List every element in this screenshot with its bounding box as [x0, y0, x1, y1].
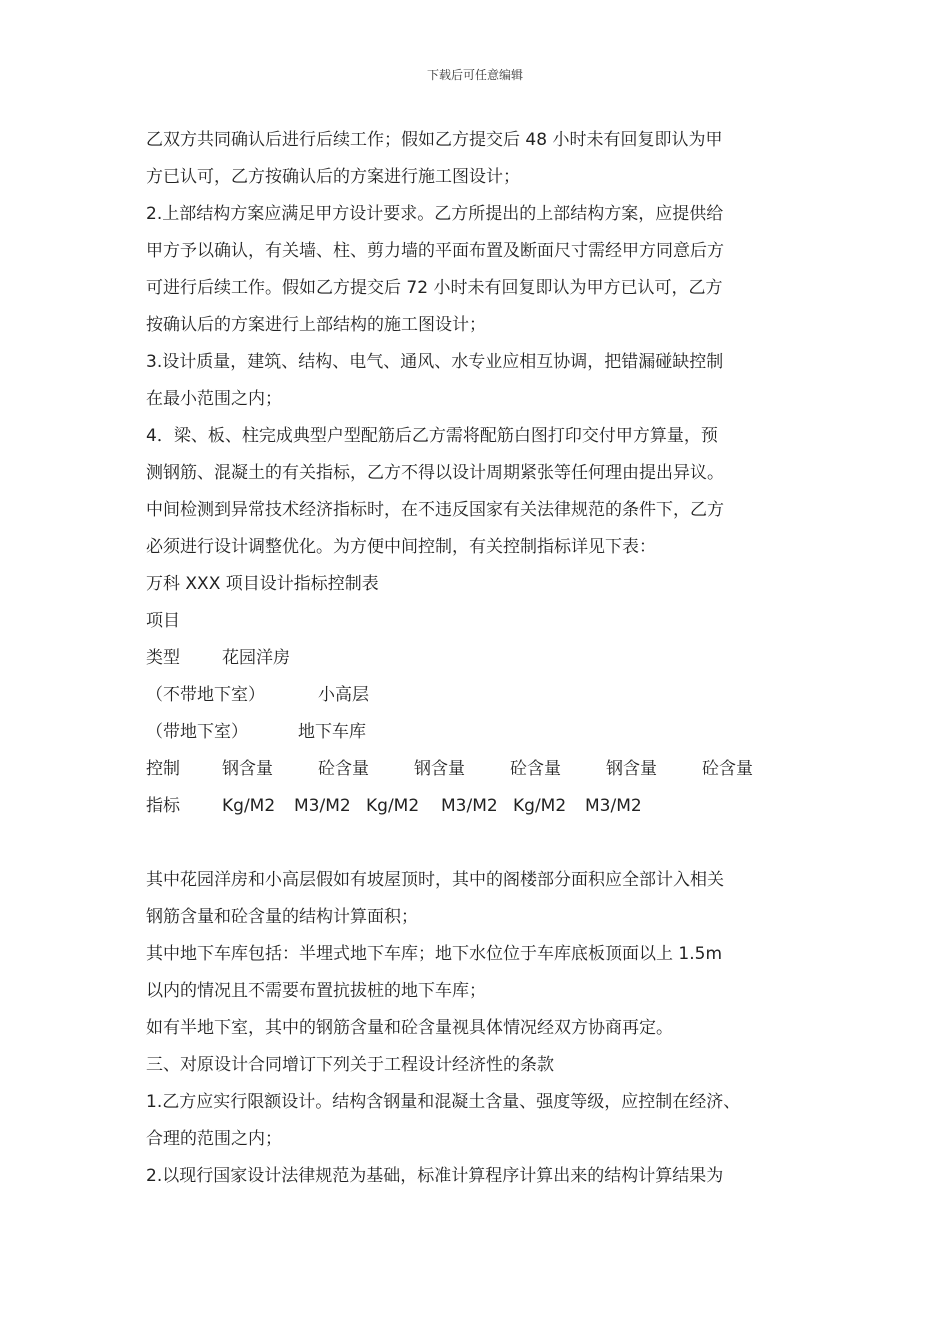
control-label: 控制 [146, 759, 180, 779]
paragraph-line: 方已认可，乙方按确认后的方案进行施工图设计； [146, 167, 520, 187]
index-cell: M3/M2 [294, 796, 351, 816]
paragraph-line: 以内的情况且不需要布置抗拔桩的地下车库； [146, 981, 486, 1001]
paragraph-line: 2.以现行国家设计法律规范为基础，标准计算程序计算出来的结构计算结果为 [146, 1166, 724, 1186]
control-cell: 钢含量 [414, 759, 465, 779]
type-c: 地下车库 [298, 722, 366, 742]
index-cell: Kg/M2 [366, 796, 420, 816]
index-cell: M3/M2 [441, 796, 498, 816]
spacer [146, 825, 826, 862]
type-label: 类型 [146, 648, 180, 668]
index-label: 指标 [146, 796, 180, 816]
control-cell: 砼含量 [702, 759, 753, 779]
document-body [146, 122, 826, 1195]
index-cell: Kg/M2 [222, 796, 276, 816]
paragraph-line: 其中地下车库包括：半埋式地下车库；地下水位位于车库底板顶面以上 1.5m [146, 944, 722, 964]
control-cell: 钢含量 [606, 759, 657, 779]
page-header: 下载后可任意编辑 [426, 68, 523, 82]
section-heading: 三、对原设计合同增订下列关于工程设计经济性的条款 [146, 1055, 554, 1075]
paragraph-line: 按确认后的方案进行上部结构的施工图设计； [146, 315, 486, 335]
type-b-note: （带地下室） [146, 722, 248, 742]
type-a: 花园洋房 [222, 648, 290, 668]
paragraph-line: 必须进行设计调整优化。为方便中间控制，有关控制指标详见下表： [146, 537, 656, 557]
paragraph-line: 1.乙方应实行限额设计。结构含钢量和混凝土含量、强度等级，应控制在经济、 [146, 1092, 741, 1112]
table-row-type-b [146, 677, 826, 714]
paragraph-line: 乙双方共同确认后进行后续工作；假如乙方提交后 48 小时未有回复即认为甲 [146, 130, 723, 150]
control-cell: 砼含量 [510, 759, 561, 779]
paragraph-line: 中间检测到异常技术经济指标时，在不违反国家有关法律规范的条件下，乙方 [146, 500, 724, 520]
paragraph-line: 2.上部结构方案应满足甲方设计要求。乙方所提出的上部结构方案，应提供给 [146, 204, 724, 224]
paragraph-line: 如有半地下室，其中的钢筋含量和砼含量视具体情况经双方协商再定。 [146, 1018, 673, 1038]
paragraph-line: 4．梁、板、柱完成典型户型配筋后乙方需将配筋白图打印交付甲方算量，预 [146, 426, 718, 446]
table-row-type-c [146, 714, 826, 751]
paragraph-line: 可进行后续工作。假如乙方提交后 72 小时未有回复即认为甲方已认可，乙方 [146, 278, 723, 298]
table-row-index [146, 788, 826, 825]
paragraph-line: 钢筋含量和砼含量的结构计算面积； [146, 907, 418, 927]
table-title: 万科 XXX 项目设计指标控制表 [146, 574, 379, 594]
paragraph-line: 甲方予以确认，有关墙、柱、剪力墙的平面布置及断面尺寸需经甲方同意后方 [146, 241, 724, 261]
paragraph-line: 在最小范围之内； [146, 389, 282, 409]
table-row-item: 项目 [146, 611, 180, 631]
table-row-type [146, 640, 826, 677]
index-cell: M3/M2 [585, 796, 642, 816]
control-cell: 砼含量 [318, 759, 369, 779]
table-row-control [146, 751, 826, 788]
type-b: 小高层 [318, 685, 369, 705]
paragraph-line: 合理的范围之内； [146, 1129, 282, 1149]
type-a-note: （不带地下室） [146, 685, 265, 705]
control-cell: 钢含量 [222, 759, 273, 779]
index-cell: Kg/M2 [513, 796, 567, 816]
paragraph-line: 测钢筋、混凝土的有关指标，乙方不得以设计周期紧张等任何理由提出异议。 [146, 463, 724, 483]
paragraph-line: 其中花园洋房和小高层假如有坡屋顶时，其中的阁楼部分面积应全部计入相关 [146, 870, 724, 890]
paragraph-line: 3.设计质量，建筑、结构、电气、通风、水专业应相互协调，把错漏碰缺控制 [146, 352, 724, 372]
